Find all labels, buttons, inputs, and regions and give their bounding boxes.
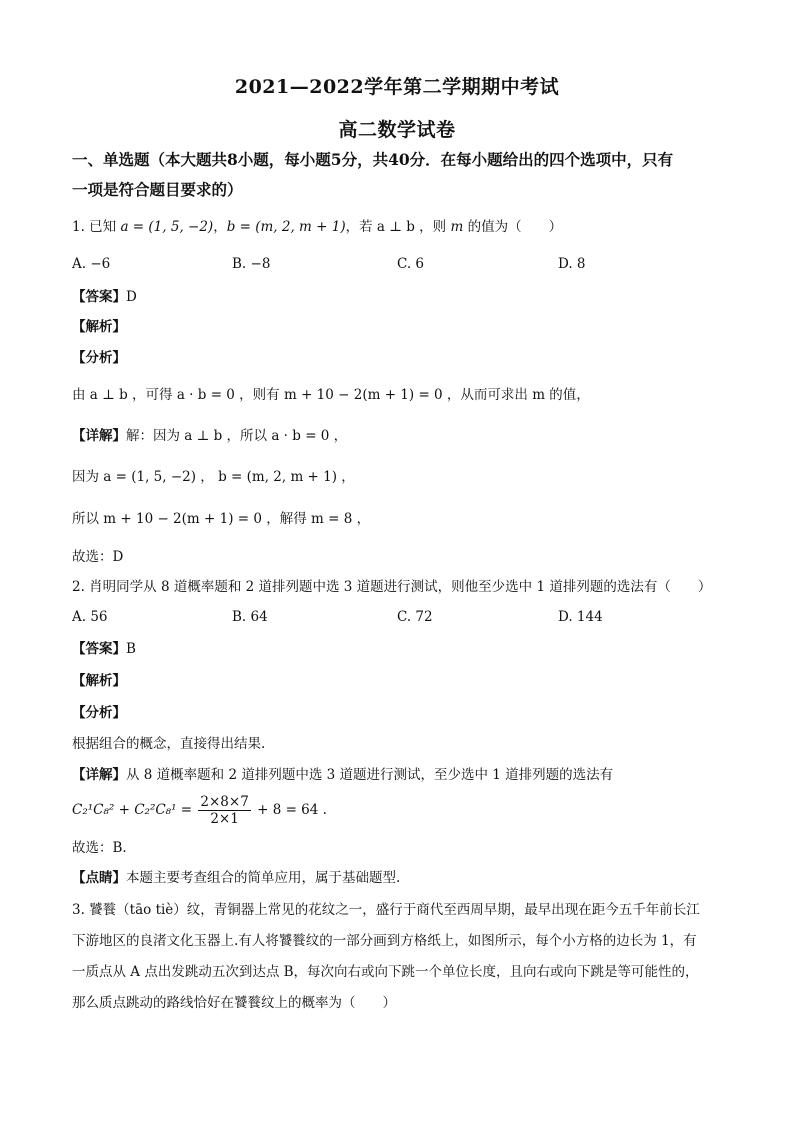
q2-fenxi-label: 【分析】 (72, 705, 126, 721)
q1-choose: 故选：D (72, 549, 124, 565)
q1-answer-value: D (126, 289, 137, 305)
q3-stem-line4: 那么质点跳动的路线恰好在饕餮纹上的概率为（ ） (72, 995, 396, 1011)
q2-option-a: A. 56 (72, 609, 108, 625)
q2-detail-label: 【详解】 (72, 767, 126, 783)
q1-analysis: 由 a ⊥ b ，可得 a · b = 0 ，则有 m + 10 − 2(m + 1) = 0 ，从而可求出 m 的值， (72, 387, 590, 403)
q2-answer-value: B (126, 641, 136, 657)
q1-condition: ，若 a ⊥ b ，则 (345, 219, 447, 235)
q1-vector-b: b = (m, 2, m + 1) (226, 219, 346, 235)
q1-jiexi-label: 【解析】 (72, 319, 126, 335)
q2-formula-right: + 8 = 64 . (257, 802, 327, 818)
q2-formula-fraction (198, 794, 250, 827)
q2-choose: 故选：B. (72, 840, 127, 856)
q1-detail-label: 【详解】 (72, 428, 126, 444)
q1-vector-a: a = (1, 5, −2) (120, 219, 214, 235)
q3-stem-line3: 一质点从 A 点出发跳动五次到达点 B，每次向右或向下跳一个单位长度，且向右或向下跳是等可能性的， (72, 964, 699, 980)
q2-formula (72, 792, 732, 828)
q1-option-c: C. 6 (397, 256, 425, 272)
q1-fenxi-label: 【分析】 (72, 350, 126, 366)
q3-stem-line1: 3. 饕餮（tāo tiè）纹，青铜器上常见的花纹之一，盛行于商代至西周早期，最早出现在距今五千年前长江 (72, 902, 700, 918)
q1-option-a: A. −6 (72, 256, 111, 272)
q1-option-d: D. 8 (558, 256, 586, 272)
q1-separator: ， (213, 219, 227, 235)
q2-detail-1 (72, 765, 732, 785)
q1-stem (72, 217, 732, 237)
q2-dianjing-text: 本题主要考查组合的简单应用，属于基础题型. (126, 870, 401, 886)
q2-analysis: 根据组合的概念，直接得出结果. (72, 736, 266, 752)
q1-stem-prefix: 1. 已知 (72, 219, 117, 235)
q1-detail-2: 因为 a = (1, 5, −2) ， b = (m, 2, m + 1) ， (72, 469, 355, 485)
q2-option-d: D. 144 (558, 609, 603, 625)
q1-answer-label: 【答案】 (72, 289, 126, 305)
q1-detail-1-text: 解：因为 a ⊥ b ，所以 a · b = 0 ， (126, 428, 348, 444)
q2-stem: 2. 肖明同学从 8 道概率题和 2 道排列题中选 3 道题进行测试，则他至少选中 1 道排列题的选法有（ ） (72, 579, 712, 595)
q3-stem-line2: 下游地区的良渚文化玉器上.有人将饕餮纹的一部分画到方格纸上，如图所示，每个小方格的边长为 1，有 (72, 933, 697, 949)
q2-detail-1-text: 从 8 道概率题和 2 道排列题中选 3 道题进行测试，至少选中 1 道排列题的选法有 (126, 767, 614, 783)
q2-option-b: B. 64 (232, 609, 268, 625)
q1-detail-1 (72, 426, 732, 446)
q1-variable: m (450, 219, 464, 235)
q2-dianjing (72, 868, 732, 888)
q2-dianjing-label: 【点睛】 (72, 870, 126, 886)
q2-option-c: C. 72 (397, 609, 433, 625)
q1-option-b: B. −8 (232, 256, 271, 272)
q2-answer-label: 【答案】 (72, 641, 126, 657)
q2-answer (72, 639, 732, 659)
q2-formula-left: C₂¹C₈² + C₂²C₈¹ = (72, 802, 193, 818)
section-heading-line2: 一项是符合题目要求的） (72, 180, 243, 199)
q2-jiexi-label: 【解析】 (72, 673, 126, 689)
q2-fraction-numerator: 2×8×7 (200, 794, 249, 810)
section-heading-line1: 一、单选题（本大题共8小题，每小题5分，共40分．在每小题给出的四个选项中，只有 (72, 150, 674, 169)
exam-subtitle: 高二数学试卷 (338, 119, 456, 141)
q1-answer (72, 287, 732, 307)
exam-title: 2021—2022学年第二学期期中考试 (234, 76, 560, 98)
q1-detail-3: 所以 m + 10 − 2(m + 1) = 0 ，解得 m = 8 ， (72, 511, 371, 527)
q1-stem-suffix: 的值为（ ） (467, 219, 563, 235)
q2-fraction-denominator: 2×1 (210, 811, 239, 827)
